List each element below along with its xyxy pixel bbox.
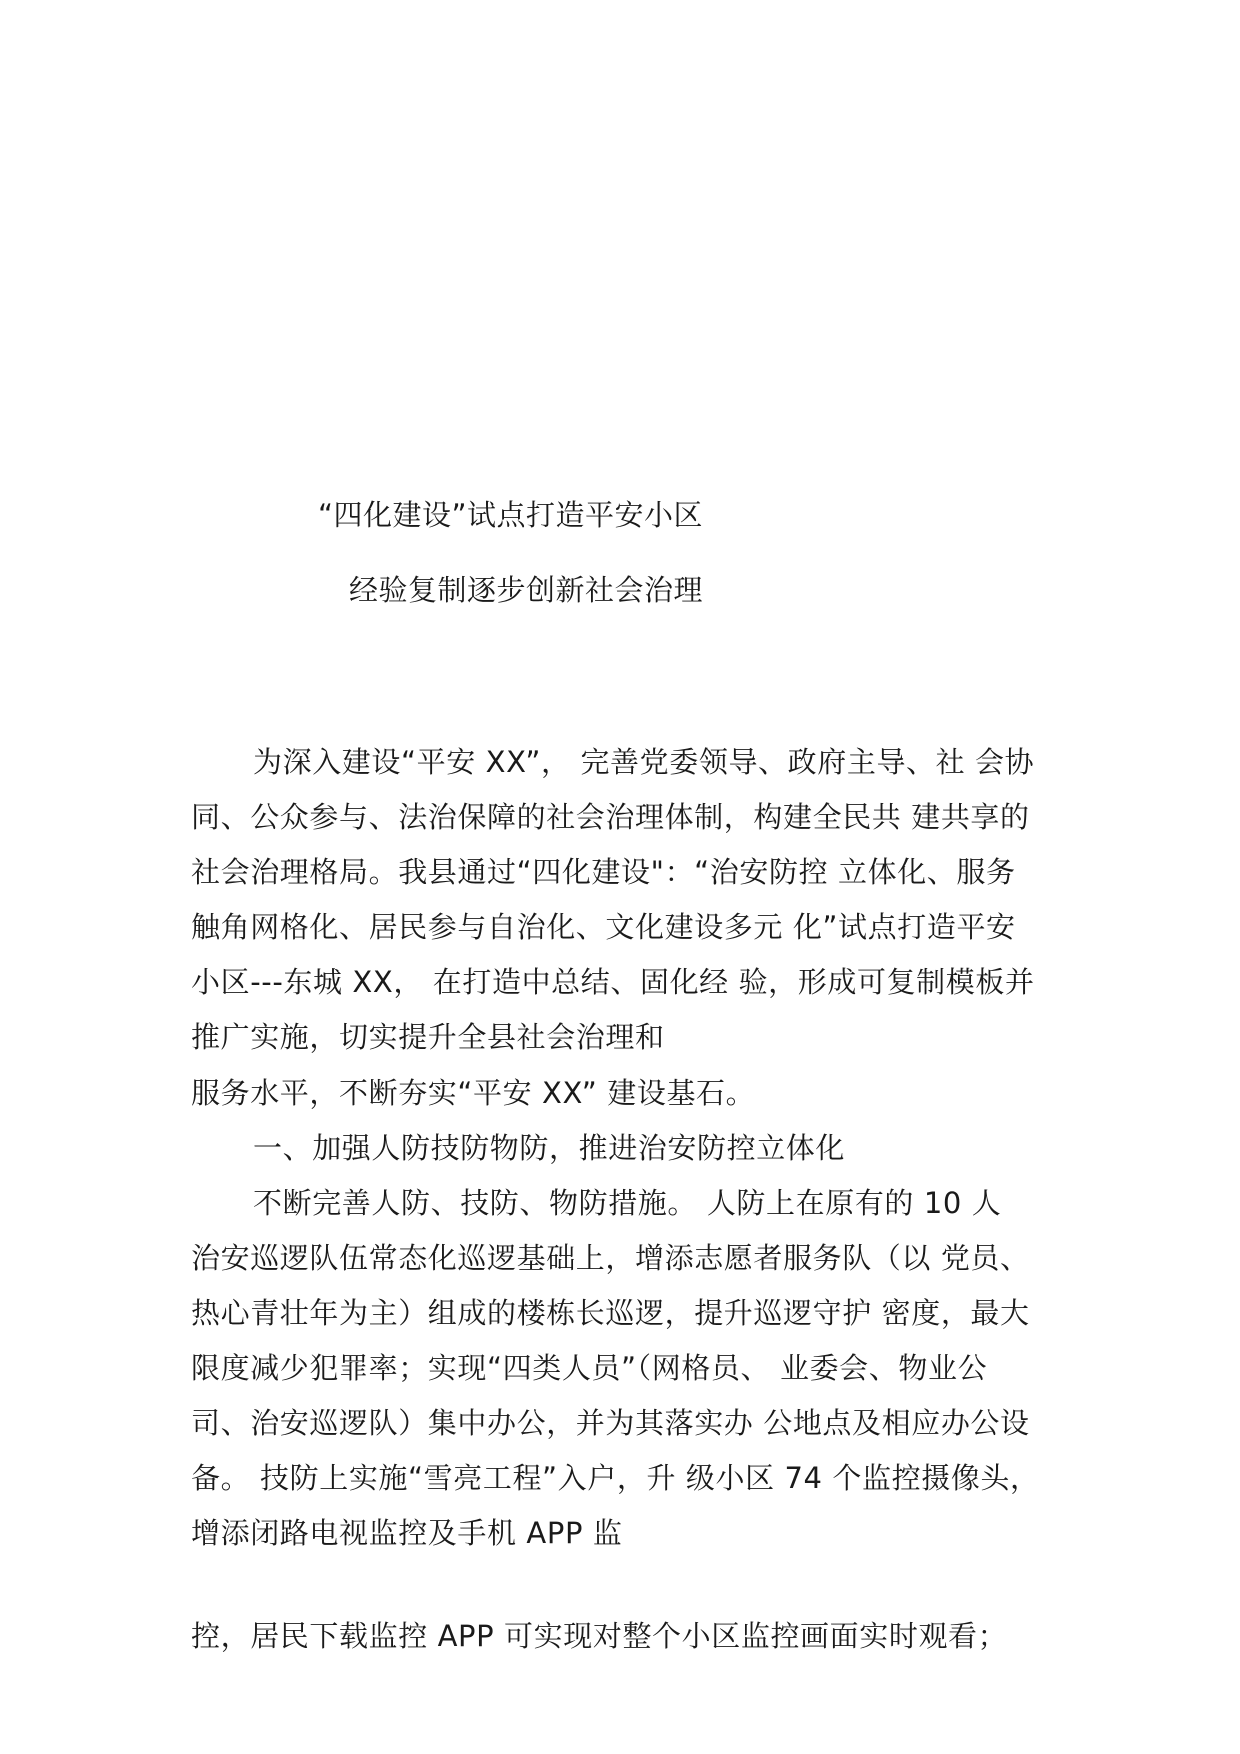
- paragraph-line: 备。 技防上实施“雪亮工程”入户，升 级小区 74 个监控摄像头，: [191, 1461, 1040, 1495]
- paragraph-line: 热心青壮年为主）组成的楼栋长巡逻，提升巡逻守护 密度，最大: [191, 1296, 1030, 1330]
- paragraph-line: 控，居民下载监控 APP 可实现对整个小区监控画面实时观看；: [191, 1619, 1008, 1653]
- paragraph-line: 小区---东城 XX， 在打造中总结、固化经 验，形成可复制模板并: [191, 965, 1035, 999]
- document-title-line-1: “四化建设”试点打造平安小区: [318, 498, 704, 532]
- paragraph-line: 触角网格化、居民参与自治化、文化建设多元 化”试点打造平安: [191, 910, 1016, 944]
- paragraph-line: 社会治理格局。我县通过“四化建设"：“治安防控 立体化、服务: [191, 855, 1016, 889]
- paragraph-line: 增添闭路电视监控及手机 APP 监: [191, 1516, 623, 1550]
- section-one: [191, 1066, 1061, 1561]
- paragraph-line: 同、公众参与、法治保障的社会治理体制，构建全民共 建共享的: [191, 800, 1030, 834]
- paragraph-line: 服务水平，不断夯实“平安 XX” 建设基石。: [191, 1076, 756, 1110]
- section-heading: 一、加强人防技防物防，推进治安防控立体化: [253, 1131, 846, 1165]
- document-title-line-2: 经验复制逐步创新社会治理: [349, 573, 704, 607]
- paragraph-line: 治安巡逻队伍常态化巡逻基础上，增添志愿者服务队（以 党员、: [191, 1241, 1030, 1275]
- paragraph-line: 为深入建设“平安 XX”， 完善党委领导、政府主导、社 会协: [253, 745, 1035, 779]
- intro-paragraph: [191, 735, 1061, 1065]
- paragraph-line: 限度减少犯罪率；实现“四类人员”（网格员、 业委会、物业公: [191, 1351, 988, 1385]
- paragraph-line: 推广实施，切实提升全县社会治理和: [191, 1020, 665, 1054]
- paragraph-line: 不断完善人防、技防、物防措施。 人防上在原有的 10 人: [253, 1186, 1002, 1220]
- paragraph-line: 司、治安巡逻队）集中办公，并为其落实办 公地点及相应办公设: [191, 1406, 1030, 1440]
- continuation-paragraph: [191, 1609, 1061, 1664]
